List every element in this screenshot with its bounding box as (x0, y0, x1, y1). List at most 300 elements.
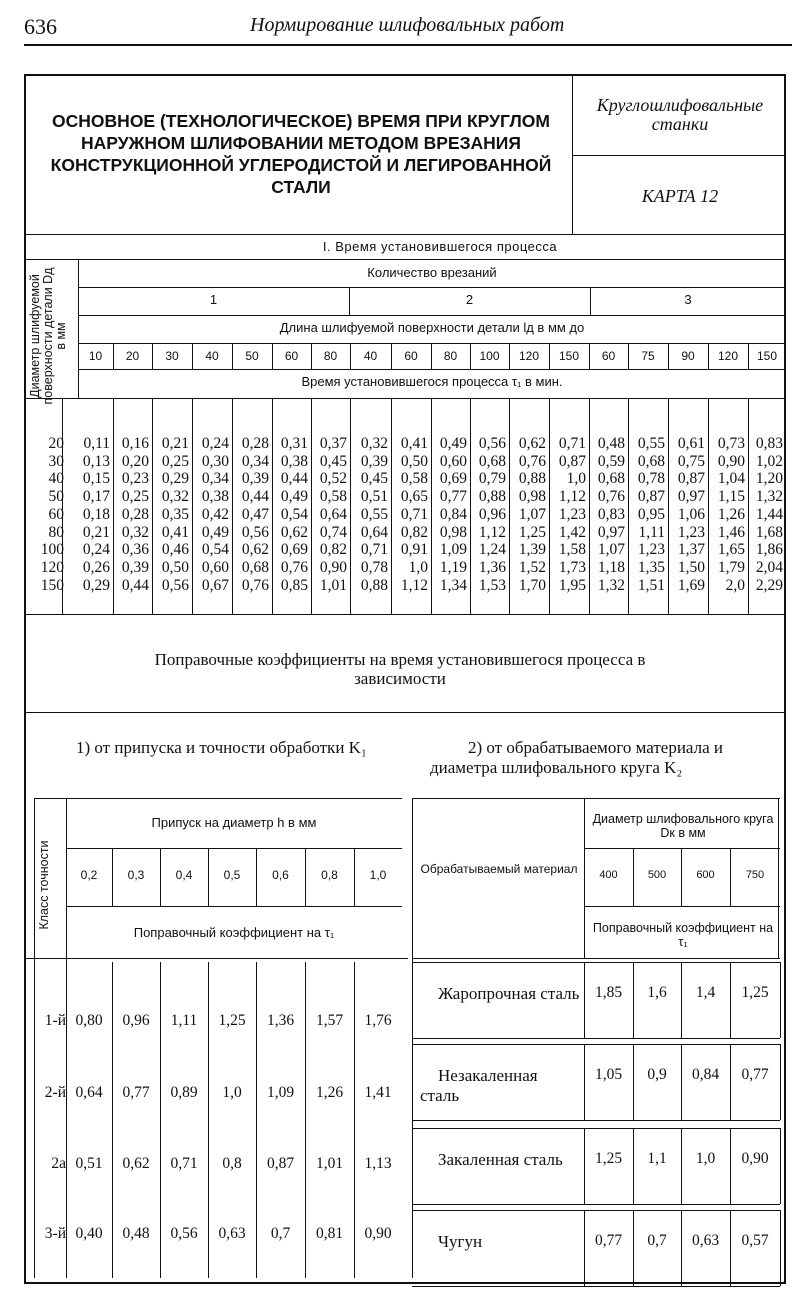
rule (730, 848, 731, 906)
time-cell: 1,86 (755, 541, 783, 558)
diameter-cell: 50 (48, 488, 64, 505)
length-header: 150 (558, 349, 580, 363)
k1-value: 0,40 (75, 1225, 103, 1242)
time-cell: 1,36 (478, 559, 506, 576)
k2-value: 1,25 (594, 1150, 623, 1167)
time-cell: 0,17 (82, 488, 110, 505)
time-cell: 1,65 (717, 541, 745, 558)
time-cell: 0,16 (121, 435, 149, 452)
card-title: ОСНОВНОЕ (ТЕХНОЛОГИЧЕСКОЕ) ВРЕМЯ ПРИ КРУГЛОМ НАРУЖНОМ ШЛИФОВАНИИ МЕТОДОМ ВРЕЗАНИЯ КОНСТРУКЦИОННОЙ УГЛЕРОДИСТОЙ И ЛЕГИРОВАННОЙ СТАЛИ (50, 111, 552, 197)
rule (628, 343, 629, 369)
rule (78, 343, 786, 344)
rule (589, 343, 590, 369)
time-cell: 0,54 (280, 506, 308, 523)
rule (24, 259, 786, 260)
time-cell: 0,98 (518, 488, 546, 505)
time-cell: 0,48 (597, 435, 625, 452)
length-header: 50 (245, 349, 259, 363)
rule (305, 848, 306, 906)
allowance-header: Припуск на диаметр h в мм (151, 815, 317, 830)
page-number: 636 (24, 14, 57, 39)
k1-value: 0,63 (218, 1225, 246, 1242)
time-cell: 1,34 (439, 577, 467, 594)
time-cell: 0,76 (241, 577, 269, 594)
k1-value: 1,11 (170, 1012, 198, 1029)
k1-value: 0,90 (364, 1225, 392, 1242)
diameter-cell: 60 (48, 506, 64, 523)
rule (412, 962, 780, 963)
time-cell: 1,07 (518, 506, 546, 523)
k2-value: 0,7 (647, 1232, 667, 1249)
time-cell: 0,71 (400, 506, 428, 523)
time-cell: 0,49 (280, 488, 308, 505)
rule (549, 343, 550, 369)
k2-value: 1,6 (647, 984, 667, 1001)
time-cell: 1,51 (637, 577, 665, 594)
k2-value: 0,77 (594, 1232, 623, 1249)
k2-value: 1,25 (741, 984, 769, 1001)
time-cell: 0,39 (241, 470, 269, 487)
length-header: 40 (205, 349, 219, 363)
rule (412, 958, 780, 959)
time-cell: 0,34 (241, 453, 269, 470)
time-cell: 1,32 (755, 488, 783, 505)
k1-value: 1,41 (364, 1084, 392, 1101)
rule (113, 343, 114, 369)
time-cell: 0,55 (360, 506, 388, 523)
time-cell: 0,54 (201, 541, 229, 558)
coef-header: Поправочный коэффициент на τ₁ (592, 921, 774, 949)
material-header: Обрабатываемый материал (420, 862, 578, 876)
time-cell: 0,55 (637, 435, 665, 452)
time-cell: 1,52 (518, 559, 546, 576)
k2-title: 2) от обрабатываемого материала и диаметра шлифовального круга K₂ (430, 738, 724, 777)
time-cell: 1,95 (558, 577, 586, 594)
time-cell: 0,75 (677, 453, 705, 470)
time-cell: 0,87 (558, 453, 586, 470)
time-cell: 1,19 (439, 559, 467, 576)
rule (311, 343, 312, 369)
section-1-title: I. Время установившегося процесса (322, 239, 558, 254)
time-cell: 0,45 (319, 453, 347, 470)
material-name: Жаропрочная сталь (438, 984, 580, 1003)
time-cell: 0,65 (400, 488, 428, 505)
rule (256, 848, 257, 906)
column-rule (780, 1128, 781, 1204)
time-cell: 1,0 (566, 470, 586, 487)
time-cell: 0,24 (82, 541, 110, 558)
k1-value: 0,96 (122, 1012, 150, 1029)
rule (34, 798, 35, 1278)
wheel-diameter: 750 (745, 869, 765, 881)
time-cell: 1,32 (597, 577, 625, 594)
time-cell: 0,56 (478, 435, 506, 452)
time-cell: 0,29 (161, 470, 189, 487)
length-header: 120 (518, 349, 540, 363)
rule (152, 343, 153, 369)
time-cell: 0,73 (717, 435, 745, 452)
rule (78, 315, 786, 316)
rule (470, 343, 471, 369)
time-cell: 0,50 (161, 559, 189, 576)
header-rule (24, 44, 792, 46)
rule (633, 848, 634, 906)
time-cell: 0,26 (82, 559, 110, 576)
length-header: 120 (717, 349, 739, 363)
time-cell: 1,46 (717, 524, 745, 541)
running-title: Нормирование шлифовальных работ (250, 14, 565, 36)
allowance-value: 0,3 (127, 868, 145, 882)
diameter-cell: 30 (48, 453, 64, 470)
time-cell: 0,69 (280, 541, 308, 558)
length-header: 150 (756, 349, 778, 363)
time-cell: 1,73 (558, 559, 586, 576)
coef-header: Поправочный коэффициент на τ₁ (133, 925, 335, 940)
time-cell: 0,38 (280, 453, 308, 470)
time-cell: 0,41 (400, 435, 428, 452)
machine-type: Круглошлифовальные станки (596, 95, 764, 134)
wheel-diameter: 600 (696, 869, 715, 881)
rule (112, 848, 113, 906)
time-cell: 0,88 (360, 577, 388, 594)
time-cell: 1,23 (637, 541, 665, 558)
k1-value: 1,25 (218, 1012, 246, 1029)
time-cell: 0,62 (280, 524, 308, 541)
infeed-group-2: 2 (465, 292, 474, 307)
k2-value: 1,0 (695, 1150, 716, 1167)
diameter-cell: 80 (48, 524, 64, 541)
rule (391, 343, 392, 369)
time-cell: 0,44 (241, 488, 269, 505)
time-cell: 0,85 (280, 577, 308, 594)
k2-value: 1,05 (594, 1066, 623, 1083)
time-cell: 1,07 (597, 541, 625, 558)
time-cell: 0,42 (201, 506, 229, 523)
time-cell: 0,68 (478, 453, 506, 470)
wheel-header: Диаметр шлифовального круга Dк в мм (592, 812, 774, 840)
rule (584, 906, 780, 907)
time-cell: 0,39 (360, 453, 388, 470)
time-cell: 1,23 (677, 524, 705, 541)
diameter-cell: 120 (40, 559, 64, 576)
k1-value: 0,7 (270, 1225, 291, 1242)
time-cell: 0,39 (121, 559, 149, 576)
allowance-value: 0,8 (321, 868, 338, 882)
time-cell: 0,44 (121, 577, 149, 594)
time-cell: 0,32 (360, 435, 388, 452)
time-cell: 0,20 (121, 453, 149, 470)
k1-value: 0,89 (170, 1084, 198, 1101)
time-cell: 1,26 (717, 506, 745, 523)
time-cell: 0,51 (360, 488, 388, 505)
rule (668, 343, 669, 369)
time-cell: 0,56 (241, 524, 269, 541)
k1-value: 0,80 (75, 1012, 103, 1029)
time-cell: 0,37 (319, 435, 347, 452)
time-cell: 1,68 (755, 524, 783, 541)
rule (509, 343, 510, 369)
time-cell: 2,04 (755, 559, 783, 576)
time-cell: 1,25 (518, 524, 546, 541)
time-cell: 0,31 (280, 435, 308, 452)
column-rule (780, 1210, 781, 1286)
time-cell: 0,90 (319, 559, 347, 576)
rule (208, 848, 209, 906)
time-cell: 0,74 (319, 524, 347, 541)
time-cell: 1,69 (677, 577, 705, 594)
time-cell: 0,34 (201, 470, 229, 487)
rule (272, 343, 273, 369)
time-cell: 1,15 (717, 488, 745, 505)
time-cell: 0,96 (478, 506, 506, 523)
time-cell: 0,46 (161, 541, 189, 558)
k2-value: 0,84 (691, 1066, 720, 1083)
time-cell: 0,83 (755, 435, 783, 452)
time-cell: 0,71 (558, 435, 586, 452)
time-cell: 0,79 (478, 470, 506, 487)
length-header: 30 (165, 349, 179, 363)
time-cell: 0,97 (677, 488, 705, 505)
time-cell: 0,11 (83, 435, 110, 452)
time-cell: 1,37 (677, 541, 705, 558)
rule (24, 712, 786, 713)
corrections-heading: Поправочные коэффициенты на время установившегося процесса в зависимости (154, 650, 646, 688)
k1-value: 0,62 (122, 1155, 150, 1172)
k2-value: 1,4 (695, 984, 716, 1001)
k1-value: 0,51 (75, 1155, 103, 1172)
rule (192, 343, 193, 369)
time-cell: 0,41 (161, 524, 189, 541)
time-cell: 0,36 (121, 541, 149, 558)
infeed-group-3: 3 (684, 292, 692, 307)
rule (412, 1038, 780, 1039)
time-cell: 0,28 (241, 435, 269, 452)
time-cell: 1,24 (478, 541, 506, 558)
time-cell: 0,38 (201, 488, 229, 505)
time-cell: 1,70 (518, 577, 546, 594)
time-cell: 0,64 (319, 506, 347, 523)
time-cell: 0,52 (319, 470, 347, 487)
time-cell: 0,97 (597, 524, 625, 541)
k1-value: 1,36 (266, 1012, 295, 1029)
time-cell: 1,18 (597, 559, 625, 576)
time-cell: 0,24 (201, 435, 229, 452)
time-cell: 0,82 (319, 541, 347, 558)
k1-value: 0,48 (122, 1225, 150, 1242)
k2-value: 1,1 (647, 1150, 667, 1167)
column-rule (780, 1044, 781, 1120)
time-cell: 2,0 (725, 577, 745, 594)
time-cell: 0,59 (597, 453, 625, 470)
rule (412, 1204, 780, 1205)
k1-value: 1,76 (364, 1012, 392, 1029)
card-number: КАРТА 12 (641, 186, 719, 206)
length-header: 100 (479, 349, 500, 363)
time-cell: 1,20 (755, 470, 783, 487)
wheel-diameter: 400 (599, 869, 618, 881)
time-cell: 0,64 (360, 524, 388, 541)
time-cell: 0,78 (637, 470, 665, 487)
k2-value: 0,9 (647, 1066, 667, 1083)
time-cell: 0,35 (161, 506, 189, 523)
time-cell: 1,12 (478, 524, 506, 541)
k1-value: 0,81 (315, 1225, 344, 1242)
time-cell: 0,68 (597, 470, 625, 487)
rule (412, 1210, 780, 1211)
allowance-value: 0,5 (223, 868, 241, 882)
time-cell: 0,62 (518, 435, 546, 452)
time-cell: 1,23 (558, 506, 586, 523)
infeed-group-1: 1 (209, 292, 218, 307)
material-name: Незакаленная сталь (420, 1066, 538, 1105)
time-cell: 0,58 (400, 470, 428, 487)
rule (431, 343, 432, 369)
accuracy-class: 1-й (44, 1012, 66, 1029)
diameter-cell: 40 (48, 470, 64, 487)
rule (78, 287, 786, 288)
time-cell: 0,62 (241, 541, 269, 558)
time-cell: 0,91 (400, 541, 428, 558)
allowance-value: 1,0 (369, 868, 387, 882)
time-cell: 0,88 (518, 470, 546, 487)
time-cell: 0,95 (637, 506, 665, 523)
accuracy-class: 2а (51, 1155, 66, 1172)
wheel-diameter: 500 (647, 869, 667, 881)
k2-value: 0,77 (741, 1066, 769, 1083)
time-label: Время установившегося процесса τ₁ в мин. (301, 374, 563, 389)
time-cell: 0,60 (439, 453, 467, 470)
k2-value: 0,63 (691, 1232, 720, 1249)
diameter-cell: 20 (48, 435, 64, 452)
accuracy-class: 3-й (44, 1225, 66, 1242)
k1-value: 1,01 (315, 1155, 344, 1172)
time-cell: 1,58 (558, 541, 586, 558)
k1-value: 1,0 (222, 1084, 242, 1101)
title-divider (572, 74, 573, 234)
time-cell: 0,76 (597, 488, 625, 505)
time-cell: 0,25 (161, 453, 189, 470)
material-name: Чугун (438, 1232, 483, 1251)
length-header: 75 (641, 349, 655, 363)
time-cell: 0,84 (439, 506, 467, 523)
k2-value: 1,85 (594, 984, 623, 1001)
time-cell: 0,68 (637, 453, 665, 470)
time-cell: 0,21 (161, 435, 189, 452)
length-header: 60 (284, 349, 299, 363)
allowance-value: 0,2 (80, 868, 98, 882)
length-header: 40 (363, 349, 378, 363)
rule (350, 343, 351, 369)
k1-title: 1) от припуска и точности обработки K₁ (76, 738, 367, 757)
k2-value: 0,90 (741, 1150, 769, 1167)
time-cell: 1,50 (677, 559, 705, 576)
time-cell: 0,18 (82, 506, 110, 523)
accuracy-class: 2-й (44, 1084, 66, 1101)
time-cell: 1,79 (717, 559, 745, 576)
rule (66, 848, 402, 849)
rule (412, 1120, 780, 1121)
time-cell: 0,83 (597, 506, 625, 523)
time-cell: 0,68 (241, 559, 269, 576)
length-header: 60 (404, 349, 418, 363)
time-cell: 0,87 (677, 470, 705, 487)
time-cell: 0,23 (121, 470, 149, 487)
column-rule (780, 962, 781, 1038)
k1-value: 1,26 (315, 1084, 344, 1101)
diameter-cell: 150 (40, 577, 64, 594)
time-cell: 0,98 (439, 524, 467, 541)
time-cell: 1,06 (677, 506, 705, 523)
time-cell: 1,02 (755, 453, 783, 470)
rule (412, 1044, 780, 1045)
k1-value: 0,8 (222, 1155, 242, 1172)
rule (354, 848, 355, 906)
k1-value: 0,71 (170, 1155, 198, 1172)
allowance-value: 0,4 (175, 868, 193, 882)
time-cell: 1,42 (558, 524, 586, 541)
time-cell: 1,53 (478, 577, 506, 594)
machine-divider (572, 155, 786, 156)
time-cell: 1,09 (439, 541, 467, 558)
time-cell: 0,28 (121, 506, 149, 523)
time-cell: 0,61 (677, 435, 705, 452)
rule (412, 798, 780, 799)
length-label: Длина шлифуемой поверхности детали lд в мм до (279, 320, 585, 335)
time-cell: 0,90 (717, 453, 745, 470)
rule (708, 343, 709, 369)
time-cell: 1,01 (319, 577, 347, 594)
k1-value: 0,87 (266, 1155, 295, 1172)
rule (160, 848, 161, 906)
time-cell: 0,67 (201, 577, 229, 594)
k1-value: 1,13 (364, 1155, 392, 1172)
time-cell: 0,32 (121, 524, 149, 541)
diameter-cell: 100 (40, 541, 64, 558)
k1-value: 0,64 (75, 1084, 103, 1101)
time-cell: 0,77 (439, 488, 467, 505)
k1-value: 0,77 (122, 1084, 150, 1101)
length-header: 60 (601, 349, 616, 363)
time-cell: 0,88 (478, 488, 506, 505)
rule (681, 848, 682, 906)
time-cell: 0,44 (280, 470, 308, 487)
length-header: 90 (681, 349, 695, 363)
material-name: Закаленная сталь (438, 1150, 563, 1169)
time-cell: 0,71 (360, 541, 388, 558)
rule (78, 369, 786, 370)
time-cell: 0,78 (360, 559, 388, 576)
time-cell: 0,29 (82, 577, 110, 594)
k1-value: 1,09 (266, 1084, 295, 1101)
time-cell: 1,12 (558, 488, 586, 505)
time-cell: 0,32 (161, 488, 189, 505)
length-header: 80 (443, 349, 458, 363)
k2-value: 0,57 (741, 1232, 769, 1249)
length-header: 10 (88, 349, 103, 363)
time-cell: 0,49 (439, 435, 467, 452)
time-cell: 0,82 (400, 524, 428, 541)
time-cell: 0,76 (280, 559, 308, 576)
time-cell: 0,15 (82, 470, 110, 487)
rule (412, 1128, 780, 1129)
allowance-value: 0,6 (272, 868, 289, 882)
time-cell: 0,49 (201, 524, 229, 541)
time-cell: 0,69 (439, 470, 467, 487)
time-cell: 0,21 (82, 524, 110, 541)
time-cell: 1,11 (638, 524, 665, 541)
time-cell: 1,0 (408, 559, 428, 576)
rule (748, 343, 749, 369)
